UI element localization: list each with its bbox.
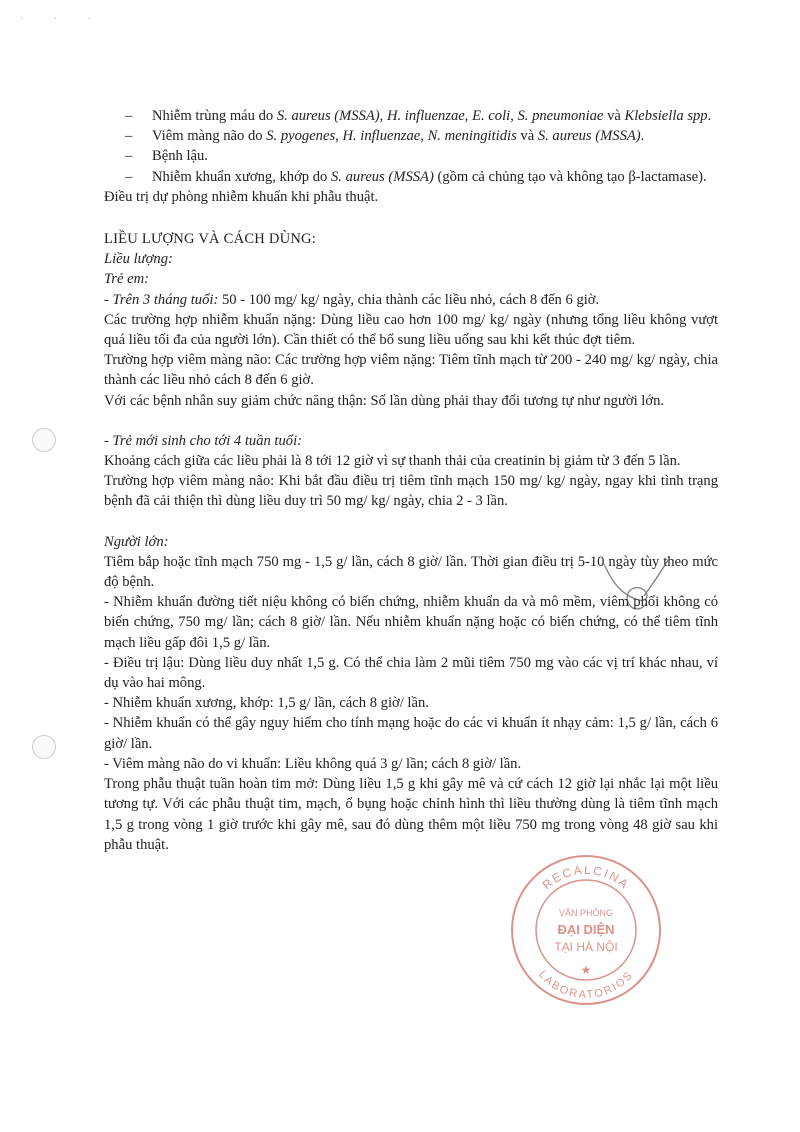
office-stamp [508, 852, 664, 1008]
stamp-center: ĐẠI DIỆN [557, 922, 615, 937]
indication-text: . [640, 128, 645, 145]
indication-item [104, 106, 718, 126]
indication-text: Klebsiella spp [624, 108, 708, 124]
indication-text: S. pyogenes [266, 128, 336, 145]
newborn-interval: Khoảng cách giữa các liều phải là 8 tới 12 giờ vì sự thanh thải của creatinin bị giảm từ 3 đến 5 lần. [104, 453, 681, 470]
indication-text: H. influenzae [386, 108, 465, 124]
indication-text: (gồm cả chủng tạo và không tạo β-lactamase). [433, 168, 707, 185]
indication-text: Viêm màng não do [152, 128, 267, 145]
newborn-meningitis: Trường hợp viêm màng não: Khi bắt đầu điều trị tiêm tĩnh mạch 150 mg/ kg/ ngày, ngay khi tình trạng bệnh đã cải thiện thì dùng liều duy trì 50 mg/ kg/ ngày, chia 2 - 3 lần. [104, 473, 718, 510]
indication-text: S. aureus (MSSA) [276, 108, 380, 124]
indication-text: , [420, 128, 428, 145]
over-3-months-label: - Trên 3 tháng tuổi: [104, 291, 219, 308]
bullet-dash-icon: – [125, 128, 133, 145]
indication-text: N. meningitidis [427, 128, 517, 145]
children-over-3-months [104, 290, 718, 310]
indication-text: , [510, 108, 518, 124]
children-meningitis: Trường hợp viêm màng não: Các trường hợp viêm nặng: Tiêm tĩnh mạch từ 200 - 240 mg/ kg/ ngày, chia thành các liều nhỏ cách 8 đến 6 giờ. [104, 352, 718, 389]
stamp-bottom: TẠI HÀ NỘI [554, 940, 618, 954]
newborn-label: - Trẻ mới sinh cho tới 4 tuần tuổi: [104, 432, 302, 449]
indication-text: Nhiễm trùng máu do [152, 108, 277, 124]
stamp-ring-top: RECALCINA [539, 862, 633, 893]
stamp-star-icon: ★ [580, 963, 592, 977]
dosage-label: Liều lượng: [104, 251, 173, 268]
indication-text: Bệnh lậu. [152, 148, 208, 165]
over-3-months-text: 50 - 100 mg/ kg/ ngày, chia thành các liều nhỏ, cách 8 đến 6 giờ. [218, 291, 600, 308]
punch-hole-bottom [32, 735, 56, 759]
indication-text: E. coli [472, 108, 511, 124]
bullet-dash-icon: – [125, 148, 133, 165]
stamp-inner-top: VĂN PHÒNG [558, 908, 614, 918]
indication-item [104, 146, 718, 166]
adults-label: Người lớn: [104, 533, 169, 550]
indication-text: S. aureus (MSSA) [537, 128, 641, 145]
bullet-dash-icon: – [125, 108, 133, 124]
indication-text: và [603, 108, 625, 124]
indication-text: và [516, 128, 538, 145]
adult-dosage-item: Tiêm bắp hoặc tĩnh mạch 750 mg - 1,5 g/ lần, cách 8 giờ/ lần. Thời gian điều trị 5-10 ngày tùy theo mức độ bệnh. [104, 553, 718, 591]
children-renal: Với các bệnh nhân suy giảm chức năng thận: Số lần dùng phải thay đổi tương tự như người lớn. [104, 392, 665, 409]
indication-text: Nhiễm khuẩn xương, khớp do [152, 168, 331, 185]
punch-hole-top [32, 428, 56, 452]
adult-dosage-item: - Nhiễm khuẩn đường tiết niệu không có biến chứng, nhiễm khuẩn da và mô mềm, viêm phổi không có biến chứng, 750 mg/ lần; cách 8 giờ/ lần. Nếu nhiễm khuẩn nặng hoặc có biến chứng, có thể tiêm tĩnh mạch liều gấp đôi 1,5 g/ lần. [104, 594, 718, 651]
indication-text: . [707, 108, 712, 124]
scan-specks: · · · [20, 14, 105, 25]
indication-text: S. pneumoniae [517, 108, 604, 124]
svg-text:RECALCINA [540, 863, 633, 892]
indication-text: H. influenzae [342, 128, 421, 145]
adult-dosage-item: - Nhiễm khuẩn có thể gây nguy hiểm cho tính mạng hoặc do các vi khuẩn ít nhạy cảm: 1,5 g/ lần, cách 6 giờ/ lần. [104, 715, 718, 752]
indication-text: , [379, 108, 387, 124]
indication-text: S. aureus (MSSA) [331, 168, 434, 185]
indication-item [104, 167, 718, 187]
adult-dosage-item: Trong phẫu thuật tuần hoàn tim mở: Dùng liều 1,5 g khi gây mê và cứ cách 12 giờ lại nhắc lại một liều tương tự. Với các phẫu thuật tim, mạch, ổ bụng hoặc chỉnh hình thì liều thường dùng là tiêm tĩnh mạch 1,5 g trong vòng 1 giờ trước khi gây mê, sau đó dùng thêm một liều 750 mg trong vòng 48 giờ sau khi phẫu thuật. [104, 776, 718, 853]
adult-dosage-item: - Viêm màng não do vi khuẩn: Liều không quá 3 g/ lần; cách 8 giờ/ lần. [104, 755, 522, 772]
children-label: Trẻ em: [104, 271, 149, 288]
adult-dosage-item: - Điều trị lậu: Dùng liều duy nhất 1,5 g. Có thể chia làm 2 mũi tiêm 750 mg vào các vị trí khác nhau, ví dụ vào hai mông. [104, 654, 718, 692]
bullet-dash-icon: – [125, 168, 133, 185]
adult-dosage-item: - Nhiễm khuẩn xương, khớp: 1,5 g/ lần, cách 8 giờ/ lần. [104, 695, 429, 712]
indication-item [104, 126, 718, 146]
indication-text: , [464, 108, 473, 124]
prophylaxis-line: Điều trị dự phòng nhiễm khuẩn khi phẫu thuật. [104, 188, 379, 205]
children-severe: Các trường hợp nhiễm khuẩn nặng: Dùng liều cao hơn 100 mg/ kg/ ngày (nhưng tổng liều không vượt quá liều tối đa của người lớn). Cần thiết có thể bổ sung liều uống sau khi kết thúc đợt tiêm. [104, 311, 718, 349]
stamp-ring-bottom: LABORATORIOS [536, 968, 637, 1002]
indication-text: , [335, 128, 343, 145]
section-heading: LIỀU LƯỢNG VÀ CÁCH DÙNG: [104, 231, 317, 248]
indication-list [104, 106, 718, 187]
signature-mark [584, 556, 674, 626]
document-body [104, 106, 718, 855]
